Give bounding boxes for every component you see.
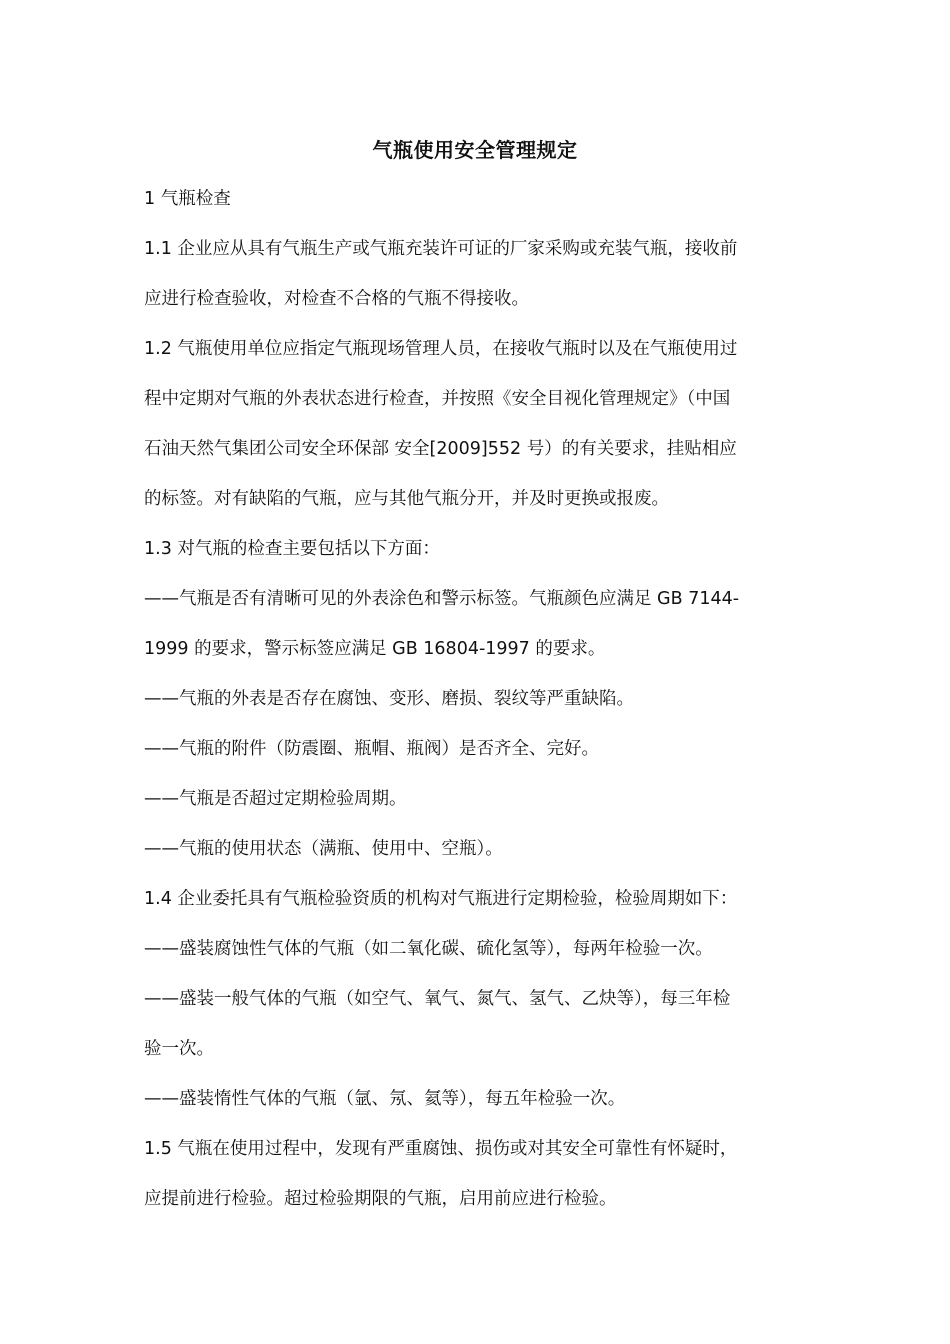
paragraph-line: 程中定期对气瓶的外表状态进行检查，并按照《安全目视化管理规定》（中国 bbox=[144, 389, 731, 409]
list-item: ——气瓶是否有清晰可见的外表涂色和警示标签。气瓶颜色应满足 GB 7144- bbox=[144, 589, 740, 609]
paragraph-line: 的标签。对有缺陷的气瓶，应与其他气瓶分开，并及时更换或报废。 bbox=[144, 489, 669, 509]
paragraph-line: 1.2 气瓶使用单位应指定气瓶现场管理人员，在接收气瓶时以及在气瓶使用过 bbox=[144, 339, 738, 359]
list-item: ——气瓶的使用状态（满瓶、使用中、空瓶）。 bbox=[144, 839, 503, 859]
list-item: ——气瓶的外表是否存在腐蚀、变形、磨损、裂纹等严重缺陷。 bbox=[144, 689, 634, 709]
list-item: ——盛装惰性气体的气瓶（氩、氖、氦等），每五年检验一次。 bbox=[144, 1089, 626, 1109]
list-item: ——盛装一般气体的气瓶（如空气、氧气、氮气、氢气、乙炔等），每三年检 bbox=[144, 989, 731, 1009]
paragraph-line: 应进行检查验收，对检查不合格的气瓶不得接收。 bbox=[144, 289, 529, 309]
paragraph-line: 应提前进行检验。超过检验期限的气瓶，启用前应进行检验。 bbox=[144, 1189, 617, 1209]
paragraph-line: 1.3 对气瓶的检查主要包括以下方面： bbox=[144, 539, 440, 559]
list-item: ——气瓶的附件（防震圈、瓶帽、瓶阀）是否齐全、完好。 bbox=[144, 739, 599, 759]
paragraph-line: 1.5 气瓶在使用过程中，发现有严重腐蚀、损伤或对其安全可靠性有怀疑时， bbox=[144, 1139, 738, 1159]
paragraph-line: 1.4 企业委托具有气瓶检验资质的机构对气瓶进行定期检验，检验周期如下： bbox=[144, 889, 738, 909]
list-item-continuation: 验一次。 bbox=[144, 1039, 214, 1059]
section-heading-1: 1 气瓶检查 bbox=[144, 189, 231, 209]
list-item-continuation: 1999 的要求，警示标签应满足 GB 16804-1997 的要求。 bbox=[144, 639, 606, 659]
list-item: ——气瓶是否超过定期检验周期。 bbox=[144, 789, 407, 809]
paragraph-line: 1.1 企业应从具有气瓶生产或气瓶充装许可证的厂家采购或充装气瓶，接收前 bbox=[144, 239, 738, 259]
list-item: ——盛装腐蚀性气体的气瓶（如二氧化碳、硫化氢等），每两年检验一次。 bbox=[144, 939, 713, 959]
paragraph-line: 石油天然气集团公司安全环保部 安全[2009]552 号）的有关要求，挂贴相应 bbox=[144, 439, 737, 459]
document-title: 气瓶使用安全管理规定 bbox=[372, 138, 578, 162]
